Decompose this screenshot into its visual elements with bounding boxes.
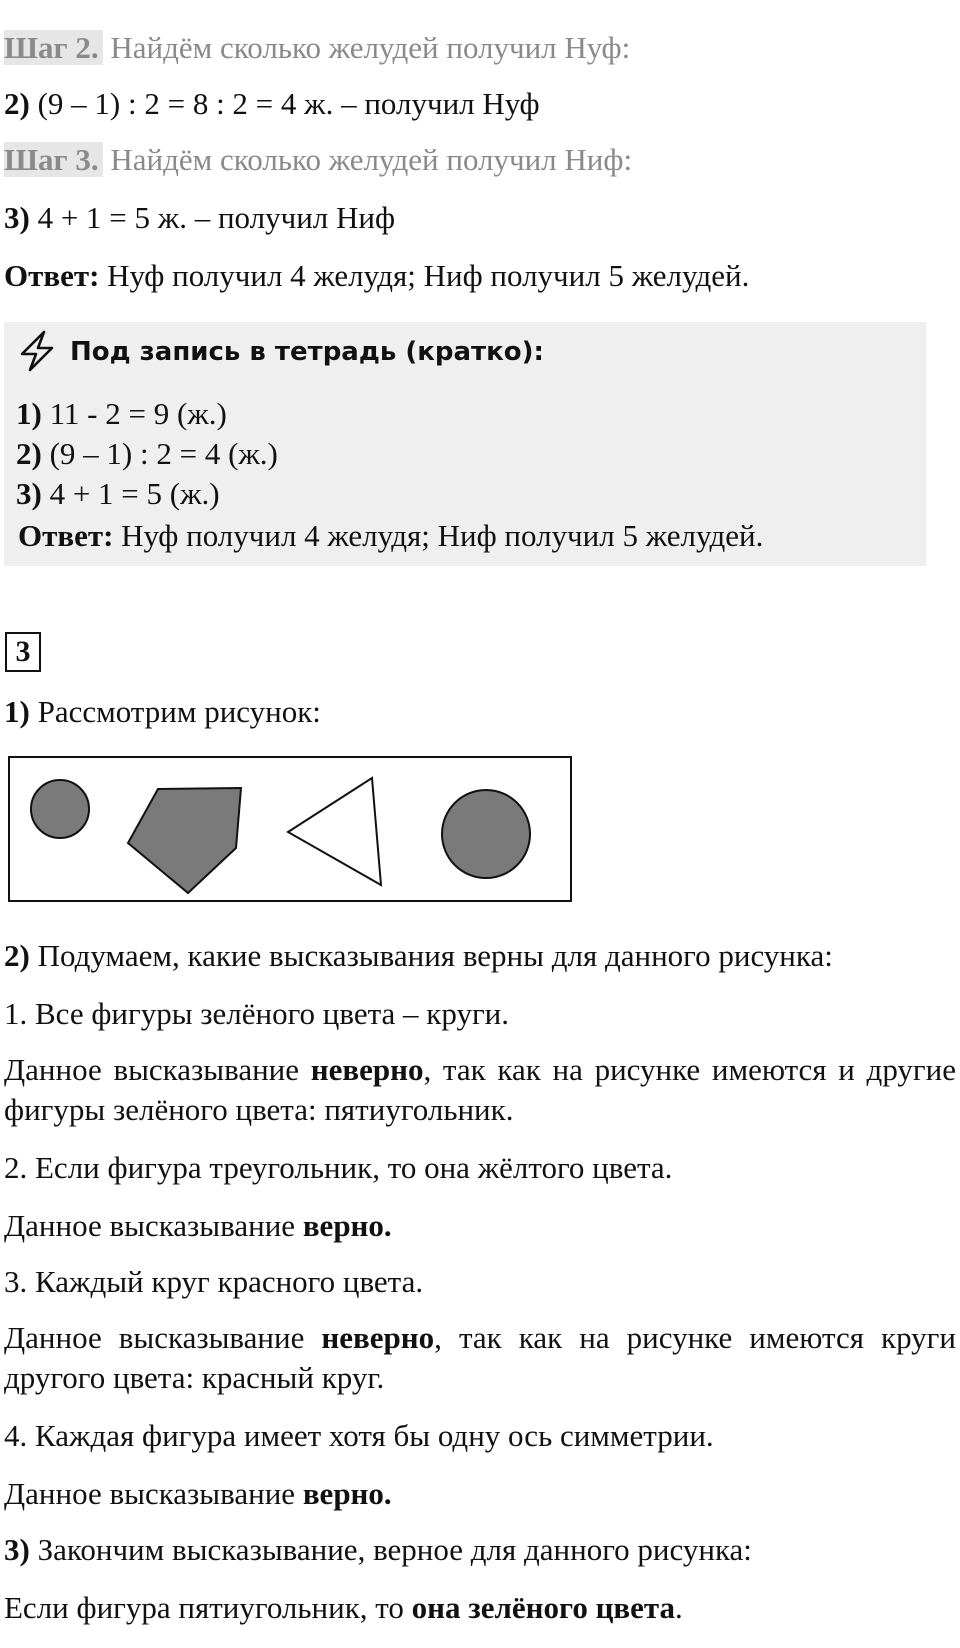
final-statement: [4, 1588, 683, 1628]
answer-line: [4, 256, 749, 296]
s2-ans-bold: верно.: [302, 1208, 392, 1243]
statement-3-answer: [4, 1318, 956, 1398]
step-2-text: Найдём сколько желудей получил Нуф:: [110, 30, 631, 65]
calc-3-num: 3): [4, 200, 30, 235]
task-p1-text: Рассмотрим рисунок:: [37, 694, 321, 729]
task-p3: [4, 1530, 752, 1570]
note-answer-text: Нуф получил 4 желудя; Ниф получил 5 желудей.: [121, 518, 764, 553]
calc-2-num: 2): [4, 86, 30, 121]
note-line-1-num: 1): [16, 396, 42, 431]
task-p1-num: 1): [4, 694, 30, 729]
note-line-3: [16, 474, 220, 514]
final-post: .: [675, 1590, 683, 1625]
s3-ans-bold: неверно: [321, 1320, 435, 1355]
s4-ans-bold: верно.: [302, 1476, 392, 1511]
statement-4: 4. Каждая фигура имеет хотя бы одну ось симметрии.: [4, 1418, 714, 1453]
step-3-text: Найдём сколько желудей получил Ниф:: [110, 142, 633, 177]
step-3-line: [4, 140, 632, 180]
answer-label: Ответ:: [4, 258, 100, 293]
s1-ans-pre: Данное высказывание: [4, 1052, 311, 1087]
step-2-line: [4, 28, 630, 68]
note-answer: [18, 516, 763, 556]
note-answer-label: Ответ:: [18, 518, 114, 553]
task-number-box: 3: [5, 632, 41, 672]
note-line-2-num: 2): [16, 436, 42, 471]
s2-ans-pre: Данное высказывание: [4, 1208, 303, 1243]
task-p2-text: Подумаем, какие высказывания верны для данного рисунка:: [37, 938, 833, 973]
statement-1: 1. Все фигуры зелёного цвета – круги.: [4, 996, 510, 1031]
s3-ans-pre: Данное высказывание: [4, 1320, 322, 1355]
note-line-2: [16, 434, 278, 474]
task-p2-num: 2): [4, 938, 30, 973]
notebook-note-box: [4, 322, 926, 566]
note-line-2-text: (9 – 1) : 2 = 4 (ж.): [49, 436, 278, 471]
s3-ans-post: , так как на рисунке имеются круги другого цвета: красный круг.: [4, 1320, 956, 1395]
s1-ans-bold: неверно: [310, 1052, 424, 1087]
note-line-1-text: 11 - 2 = 9 (ж.): [49, 396, 227, 431]
statement-1-answer: [4, 1050, 956, 1130]
large-dark-circle: [442, 790, 530, 878]
task-p3-text: Закончим высказывание, верное для данного рисунка:: [37, 1532, 752, 1567]
task-p3-num: 3): [4, 1532, 30, 1567]
statement-4-answer: [4, 1474, 392, 1514]
final-bold: она зелёного цвета: [411, 1590, 676, 1625]
step-2-label: Шаг 2.: [4, 30, 103, 65]
calc-3-text: 4 + 1 = 5 ж. – получил Ниф: [37, 200, 396, 235]
note-line-3-num: 3): [16, 476, 42, 511]
calc-2-text: (9 – 1) : 2 = 8 : 2 = 4 ж. – получил Нуф: [37, 86, 540, 121]
note-line-1: [16, 394, 227, 434]
calc-2-line: [4, 84, 540, 124]
statement-2: 2. Если фигура треугольник, то она жёлтого цвета.: [4, 1150, 673, 1185]
task-p2: [4, 936, 833, 976]
s4-ans-pre: Данное высказывание: [4, 1476, 303, 1511]
s1-ans-post: , так как на рисунке имеются и другие фигуры зелёного цвета: пятиугольник.: [4, 1052, 956, 1127]
answer-text: Нуф получил 4 желудя; Ниф получил 5 желудей.: [107, 258, 750, 293]
statement-2-answer: [4, 1206, 392, 1246]
calc-3-line: [4, 198, 395, 238]
small-dark-circle: [31, 780, 89, 838]
note-title: Под запись в тетрадь (кратко):: [70, 337, 544, 367]
step-3-label: Шаг 3.: [4, 142, 103, 177]
lightning-icon: [14, 328, 60, 374]
task-p1: [4, 692, 321, 732]
shapes-figure: [8, 756, 572, 902]
note-line-3-text: 4 + 1 = 5 (ж.): [49, 476, 220, 511]
final-pre: Если фигура пятиугольник, то: [4, 1590, 412, 1625]
statement-3: 3. Каждый круг красного цвета.: [4, 1264, 424, 1299]
